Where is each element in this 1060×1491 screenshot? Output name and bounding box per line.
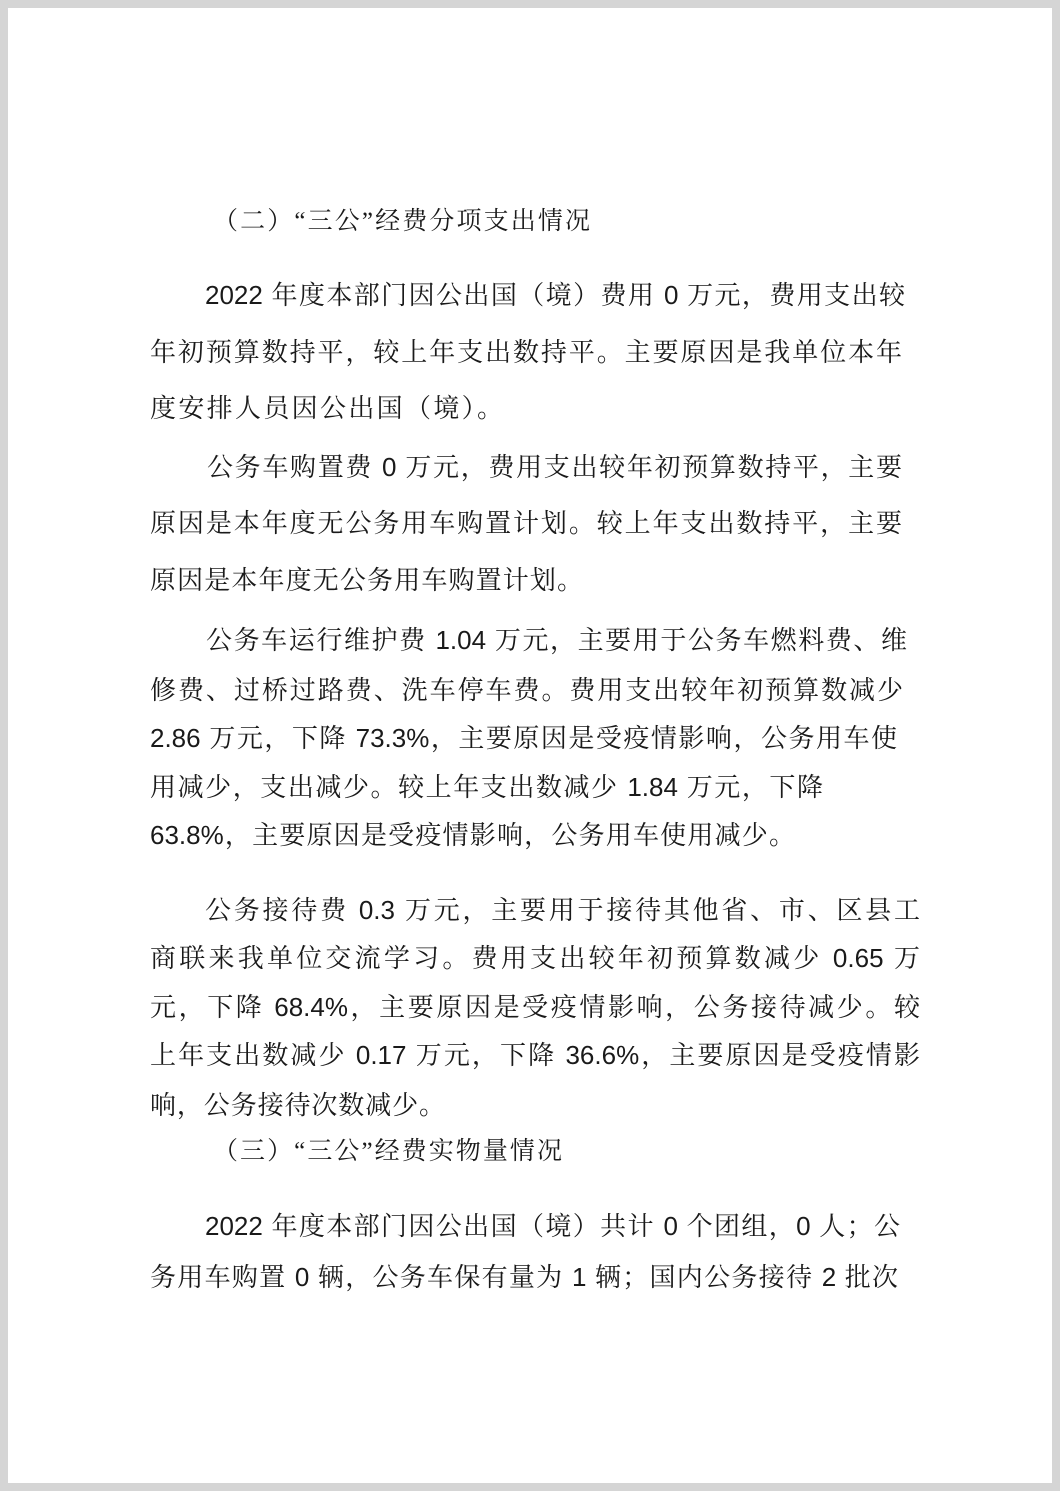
text-line: 修费、过桥过路费、洗车停车费。费用支出较年初预算数减少 [150,675,903,705]
text-line: 2022 年度本部门因公出国（境）费用 0 万元，费用支出较 [205,280,905,310]
text-line: 2.86 万元，下降 73.3%，主要原因是受疫情影响，公务用车使 [150,723,897,753]
text-line: 公务车购置费 0 万元，费用支出较年初预算数持平，主要 [207,452,902,482]
text-line: 用减少，支出减少。较上年支出数减少 1.84 万元，下降 [150,772,823,802]
text-line: 商联来我单位交流学习。费用支出较年初预算数减少 0.65 万 [150,943,920,973]
text-line: 63.8%，主要原因是受疫情影响，公务用车使用减少。 [150,820,795,850]
text-line: 公务接待费 0.3 万元，主要用于接待其他省、市、区县工 [205,895,920,925]
text-line: 响，公务接待次数减少。 [150,1090,445,1120]
text-line: 元，下降 68.4%，主要原因是受疫情影响，公务接待减少。较 [150,992,920,1022]
text-line: 公务车运行维护费 1.04 万元，主要用于公务车燃料费、维 [206,625,907,655]
text-line: 年初预算数持平，较上年支出数持平。主要原因是我单位本年 [150,337,902,367]
text-line: 原因是本年度无公务用车购置计划。较上年支出数持平，主要 [150,508,902,538]
text-line: 上年支出数减少 0.17 万元，下降 36.6%，主要原因是受疫情影 [150,1040,920,1070]
text-line: 2022 年度本部门因公出国（境）共计 0 个团组，0 人；公 [205,1211,900,1241]
text-line: 原因是本年度无公务用车购置计划。 [150,565,583,595]
text-line: 务用车购置 0 辆，公务车保有量为 1 辆；国内公务接待 2 批次 [150,1262,898,1292]
text-line: 度安排人员因公出国（境）。 [150,393,503,423]
section-heading: （二）“三公”经费分项支出情况 [213,208,590,235]
section-heading: （三）“三公”经费实物量情况 [213,1138,562,1165]
